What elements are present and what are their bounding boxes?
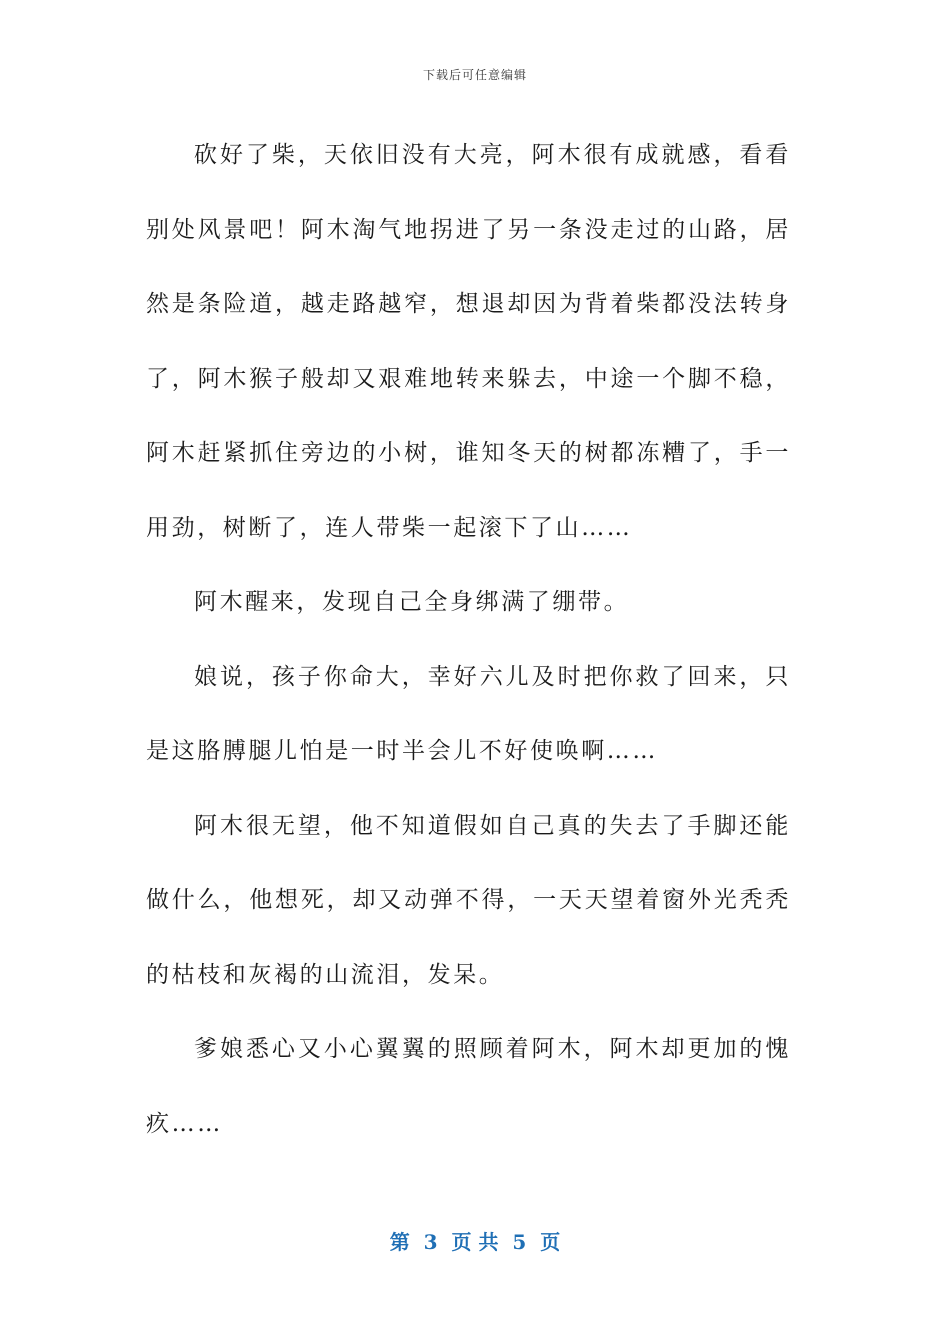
- paragraph-4: 阿木很无望，他不知道假如自己真的失去了手脚还能做什么，他想死，却又动弹不得，一天天望着窗外光秃秃的枯枝和灰褐的山流泪，发呆。: [146, 812, 791, 988]
- page-number-footer: 第 3 页 共 5 页: [389, 1230, 561, 1254]
- page-header: 下载后可任意编辑: [422, 68, 527, 82]
- paragraph-5: 爹娘悉心又小心翼翼的照顾着阿木，阿木却更加的愧疚……: [146, 1036, 791, 1137]
- paragraph-1: 砍好了柴，天依旧没有大亮，阿木很有成就感，看看别处风景吧！阿木淘气地拐进了另一条没走过的山路，居然是条险道，越走路越窄，想退却因为背着柴都没法转身了，阿木猴子般却又艰难地转来躲去，中途一个脚不稳，阿木赶紧抓住旁边的小树，谁知冬天的树都冻糟了，手一用劲，树断了，连人带柴一起滚下了山……: [146, 142, 791, 541]
- paragraph-3: 娘说，孩子你命大，幸好六儿及时把你救了回来，只是这胳膊腿儿怕是一时半会儿不好使唤啊……: [146, 663, 791, 764]
- paragraph-2: 阿木醒来，发现自己全身绑满了绷带。: [194, 589, 630, 615]
- document-body: [146, 118, 791, 1161]
